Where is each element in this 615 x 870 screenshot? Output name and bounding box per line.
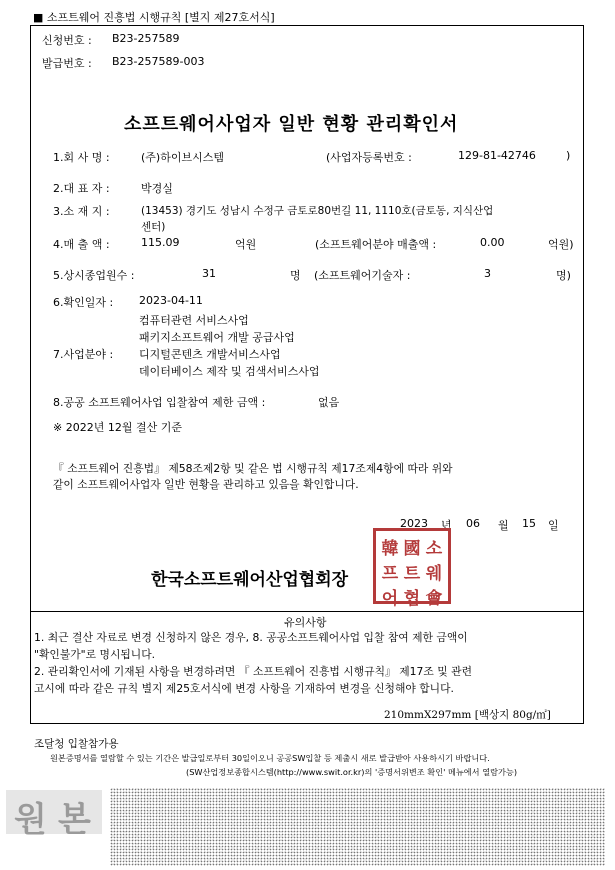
paper-spec: 210mmX297mm [백상지 80g/㎡] [384, 709, 551, 721]
biz-reg-value: 129-81-42746 [458, 149, 536, 162]
footer-line-1: 원본증명서를 열람할 수 있는 기간은 발급일로부터 30일이오니 공공SW입찰 등 제출시 새로 발급받아 사용하시기 바랍니다. [50, 753, 490, 763]
footer-line-2: (SW산업정보종합시스템(http://www.swit.or.kr)의 '증명서위변조 확인' 메뉴에서 열람가능) [186, 767, 518, 777]
official-seal [373, 528, 451, 609]
ceo-label: 2.대 표 자 : [53, 182, 110, 195]
biz-reg-close: ) [566, 149, 571, 162]
sales-unit: 억원 [235, 238, 257, 251]
address-label: 3.소 재 지 : [53, 205, 110, 218]
statement-line-2: 같이 소프트웨어사업자 일반 현황을 관리하고 있음을 확인합니다. [53, 478, 359, 491]
seal-char: 會 [425, 589, 443, 609]
confirm-date-label: 6.확인일자 : [53, 296, 114, 309]
biz-reg-label: (사업자등록번호 : [326, 151, 412, 164]
verification-barcode-pattern [110, 788, 605, 866]
business-label: 7.사업분야 : [53, 348, 114, 361]
seal-char: 프 [381, 564, 399, 584]
business-item: 디지털콘텐츠 개발서비스사업 [139, 348, 281, 361]
notice-2a: 2. 관리확인서에 기재된 사항을 변경하려면 『 소프트웨어 진흥법 시행규칙』 제17조 및 관련 [34, 665, 472, 678]
business-item: 컴퓨터관련 서비스사업 [139, 314, 249, 327]
original-mark-char: 원 [14, 800, 47, 840]
issue-no: B23-257589-003 [112, 55, 205, 68]
sw-tech-value: 3 [484, 267, 491, 280]
document-title: 소프트웨어사업자 일반 현황 관리확인서 [124, 114, 459, 135]
ceo-value: 박경실 [141, 182, 173, 195]
employees-unit: 명 [290, 269, 301, 282]
address-line-2: 센터) [141, 221, 166, 233]
seal-char: 어 [381, 589, 399, 609]
notice-1a: 1. 최근 결산 자료로 변경 신청하지 않은 경우, 8. 공공소프트웨어사업 입찰 참여 제한 금액이 [34, 631, 468, 644]
sales-value: 115.09 [141, 236, 180, 249]
notice-title: 유의사항 [284, 616, 327, 629]
seal-char: 웨 [425, 564, 443, 584]
date-month: 06 [466, 517, 480, 530]
notice-1b: "확인불가"로 명시됩니다. [34, 648, 156, 661]
seal-char: 트 [403, 564, 421, 584]
sales-label: 4.매 출 액 : [53, 238, 110, 251]
purpose: 조달청 입찰참가용 [34, 738, 119, 750]
company-value: (주)하이브시스템 [141, 151, 224, 164]
limit-value: 없음 [318, 396, 340, 409]
seal-char: 韓 [381, 539, 399, 559]
seal-char: 협 [403, 589, 421, 609]
business-item: 데이터베이스 제작 및 검색서비스사업 [139, 365, 320, 378]
sw-sales-label: (소프트웨어분야 매출액 : [315, 238, 437, 251]
seal-char: 소 [425, 539, 443, 559]
date-year: 2023 [400, 517, 428, 530]
statement-line-1: 『 소프트웨어 진흥법』 제58조제2항 및 같은 법 시행규칙 제17조제4항에 따라 위와 [53, 462, 453, 475]
application-no-label: 신청번호 : [42, 34, 92, 47]
date-year-unit: 년 [441, 519, 452, 532]
confirm-date-value: 2023-04-11 [139, 294, 203, 307]
sw-sales-unit: 억원) [548, 238, 574, 251]
address-line-1: (13453) 경기도 성남시 수정구 금토로80번길 11, 1110호(금토동, 지식산업 [141, 205, 494, 217]
date-day-unit: 일 [548, 519, 559, 532]
sw-sales-value: 0.00 [480, 236, 505, 249]
business-item: 패키지소프트웨어 개발 공급사업 [139, 331, 295, 344]
company-label: 1.회 사 명 : [53, 151, 110, 164]
employees-label: 5.상시종업원수 : [53, 269, 135, 282]
seal-char: 國 [403, 539, 421, 559]
application-no: B23-257589 [112, 32, 180, 45]
employees-value: 31 [202, 267, 216, 280]
notice-divider [31, 611, 584, 612]
date-month-unit: 월 [498, 519, 509, 532]
basis-note: ※ 2022년 12월 결산 기준 [53, 421, 182, 434]
date-day: 15 [522, 517, 536, 530]
issue-no-label: 발급번호 : [42, 57, 92, 70]
original-mark-char: 본 [58, 800, 91, 840]
form-header: ■ 소프트웨어 진흥법 시행규칙 [별지 제27호서식] [33, 11, 275, 24]
limit-label: 8.공공 소프트웨어사업 입찰참여 제한 금액 : [53, 396, 266, 409]
original-mark [6, 790, 102, 840]
sw-tech-unit: 명) [556, 269, 571, 282]
issuer-name: 한국소프트웨어산업협회장 [151, 570, 349, 590]
notice-2b: 고시에 따라 같은 규칙 별지 제25호서식에 변경 사항을 기재하여 변경을 신청해야 합니다. [34, 682, 454, 695]
sw-tech-label: (소프트웨어기술자 : [314, 269, 411, 282]
